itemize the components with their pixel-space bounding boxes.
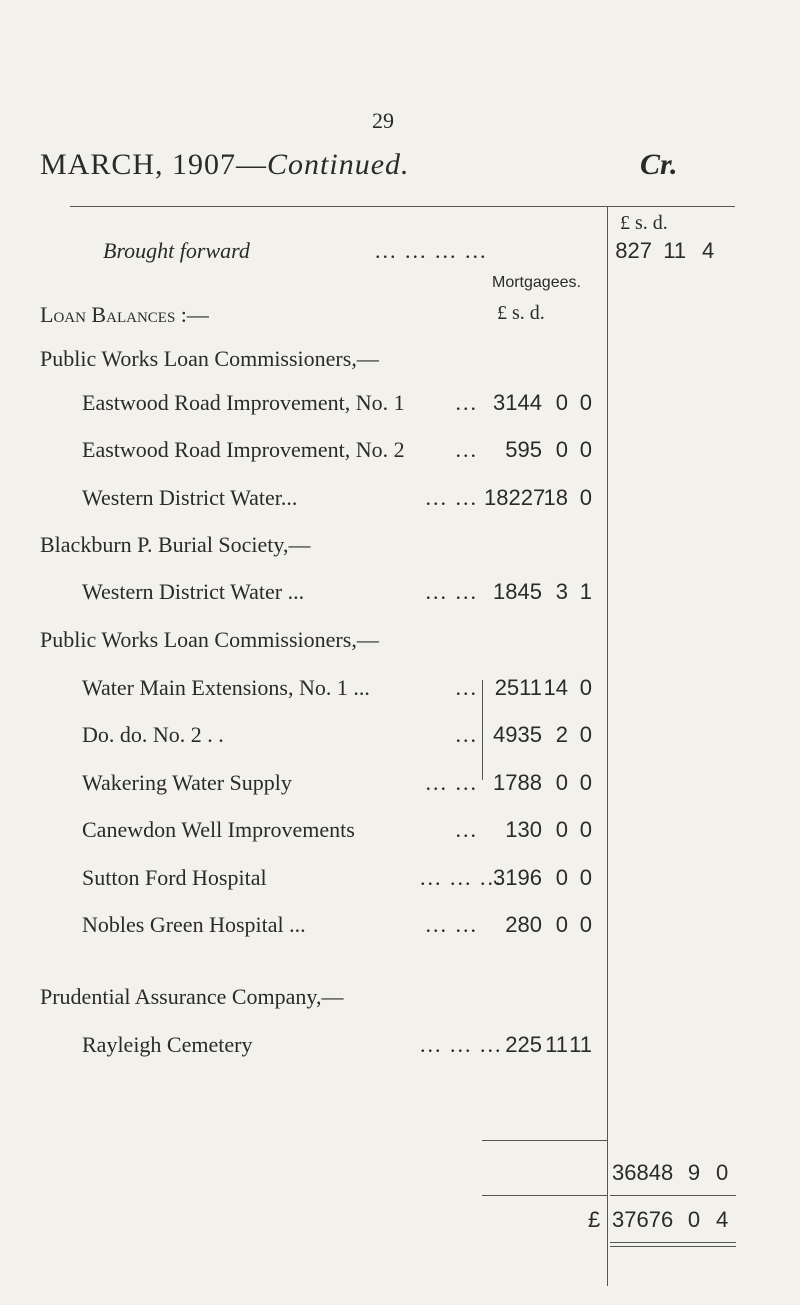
group-pwlc-1: Public Works Loan Commissioners,— <box>40 346 379 371</box>
page-number: 29 <box>372 108 394 133</box>
bf-shillings: 11 <box>663 238 687 263</box>
loan-balances-label <box>40 302 209 328</box>
item-shillings: 18 <box>543 485 568 510</box>
top-rule <box>70 206 735 207</box>
total-amount <box>612 1207 735 1233</box>
item-label: Eastwood Road Improvement, No. 1 <box>82 390 405 415</box>
total-shillings: 0 <box>687 1207 701 1232</box>
item-shillings: 0 <box>555 437 568 462</box>
item-pounds: 18227 <box>484 485 546 510</box>
subtotal-pounds: 36848 <box>612 1160 674 1185</box>
item-pounds: 595 <box>505 437 542 462</box>
item-amount <box>484 675 604 701</box>
item-dots: ... ... <box>425 485 478 510</box>
item-pounds: 280 <box>505 912 542 937</box>
mortgagees-head: Mortgagees. <box>492 274 581 291</box>
item-label: Nobles Green Hospital ... <box>82 912 306 937</box>
item-dots: ... ... <box>425 912 478 937</box>
mortgagees-bottom-rule <box>482 1195 607 1196</box>
item-shillings: 14 <box>543 675 568 700</box>
item-label: Western District Water... <box>82 485 298 510</box>
item-dots: ... <box>455 817 478 842</box>
item-shillings: 0 <box>555 817 568 842</box>
item-dots: ... ... ... <box>420 1032 503 1057</box>
loan-balances-text: Loan Balances :— <box>40 302 209 327</box>
item-label: Water Main Extensions, No. 1 ... <box>82 675 370 700</box>
group-prudential: Prudential Assurance Company,— <box>40 984 344 1009</box>
amount-column-rule <box>607 206 608 1286</box>
item-amount <box>484 722 604 748</box>
mortgagees-left-rule <box>482 680 483 780</box>
item-pounds: 2511 <box>494 675 542 700</box>
item-dots: ... <box>455 437 478 462</box>
bf-pence: 4 <box>702 238 715 263</box>
total-currency: £ <box>588 1207 601 1232</box>
item-amount <box>484 437 604 463</box>
brought-forward-label: Brought forward <box>103 238 250 263</box>
item-amount <box>484 817 604 843</box>
item-pence: 0 <box>579 722 592 747</box>
item-label: Sutton Ford Hospital <box>82 865 267 890</box>
item-pence: 0 <box>579 485 592 510</box>
item-label: Western District Water ... <box>82 579 305 604</box>
page-heading <box>40 148 410 182</box>
item-pounds: 225 <box>505 1032 542 1057</box>
item-label: Rayleigh Cemetery <box>82 1032 253 1057</box>
item-dots: ... ... ... <box>420 865 503 890</box>
item-pounds: 130 <box>505 817 542 842</box>
item-pounds: 4935 <box>493 722 542 747</box>
group-blackburn: Blackburn P. Burial Society,— <box>40 532 311 557</box>
item-amount <box>484 912 604 938</box>
bf-pounds: 827 <box>615 238 652 263</box>
cr-label: Cr. <box>640 148 678 181</box>
item-label: Do. do. No. 2 . . <box>82 722 224 747</box>
item-label: Canewdon Well Improvements <box>82 817 355 842</box>
item-shillings: 0 <box>555 770 568 795</box>
item-pence: 1 <box>579 579 592 604</box>
item-shillings: 0 <box>555 865 568 890</box>
brought-forward-amount <box>612 238 735 264</box>
item-dots: ... ... <box>425 579 478 604</box>
item-shillings: 3 <box>555 579 568 604</box>
subtotal-pence: 0 <box>716 1160 729 1185</box>
total-rule-2 <box>610 1246 736 1247</box>
item-dots: ... <box>455 675 478 700</box>
item-dots: ... ... <box>425 770 478 795</box>
item-dots: ... <box>455 390 478 415</box>
item-pence: 11 <box>569 1032 592 1057</box>
mortgagees-sum-rule <box>482 1140 607 1141</box>
item-amount <box>484 390 604 416</box>
item-label: Wakering Water Supply <box>82 770 292 795</box>
item-pence: 0 <box>579 675 592 700</box>
total-pence: 4 <box>716 1207 729 1232</box>
heading-continued: Continued. <box>267 148 410 181</box>
item-amount <box>484 1032 604 1058</box>
mortgagees-units: £ s. d. <box>497 302 545 324</box>
brought-forward-dots: ... ... ... ... <box>375 238 488 263</box>
item-amount <box>484 579 604 605</box>
subtotal-amount <box>612 1160 735 1186</box>
item-pounds: 3144 <box>493 390 542 415</box>
item-shillings: 0 <box>555 390 568 415</box>
item-pence: 0 <box>579 912 592 937</box>
item-pounds: 1788 <box>493 770 542 795</box>
item-label: Eastwood Road Improvement, No. 2 <box>82 437 405 462</box>
item-dots: ... <box>455 722 478 747</box>
item-pence: 0 <box>579 770 592 795</box>
bf-column-head: £ s. d. <box>620 212 668 234</box>
item-pounds: 3196 <box>493 865 542 890</box>
item-pence: 0 <box>579 817 592 842</box>
item-amount <box>484 865 604 891</box>
subtotal-shillings: 9 <box>687 1160 701 1185</box>
group-pwlc-2: Public Works Loan Commissioners,— <box>40 627 379 652</box>
item-shillings: 11 <box>545 1032 568 1057</box>
item-pence: 0 <box>579 437 592 462</box>
heading-month-year: MARCH, 1907— <box>40 148 268 181</box>
item-pounds: 1845 <box>493 579 542 604</box>
total-rule-1 <box>610 1242 736 1243</box>
item-amount <box>484 770 604 796</box>
item-shillings: 0 <box>555 912 568 937</box>
subtotal-rule <box>610 1195 736 1196</box>
item-pence: 0 <box>579 865 592 890</box>
total-pounds: 37676 <box>612 1207 674 1232</box>
item-shillings: 2 <box>555 722 568 747</box>
item-pence: 0 <box>579 390 592 415</box>
item-amount <box>484 485 604 511</box>
